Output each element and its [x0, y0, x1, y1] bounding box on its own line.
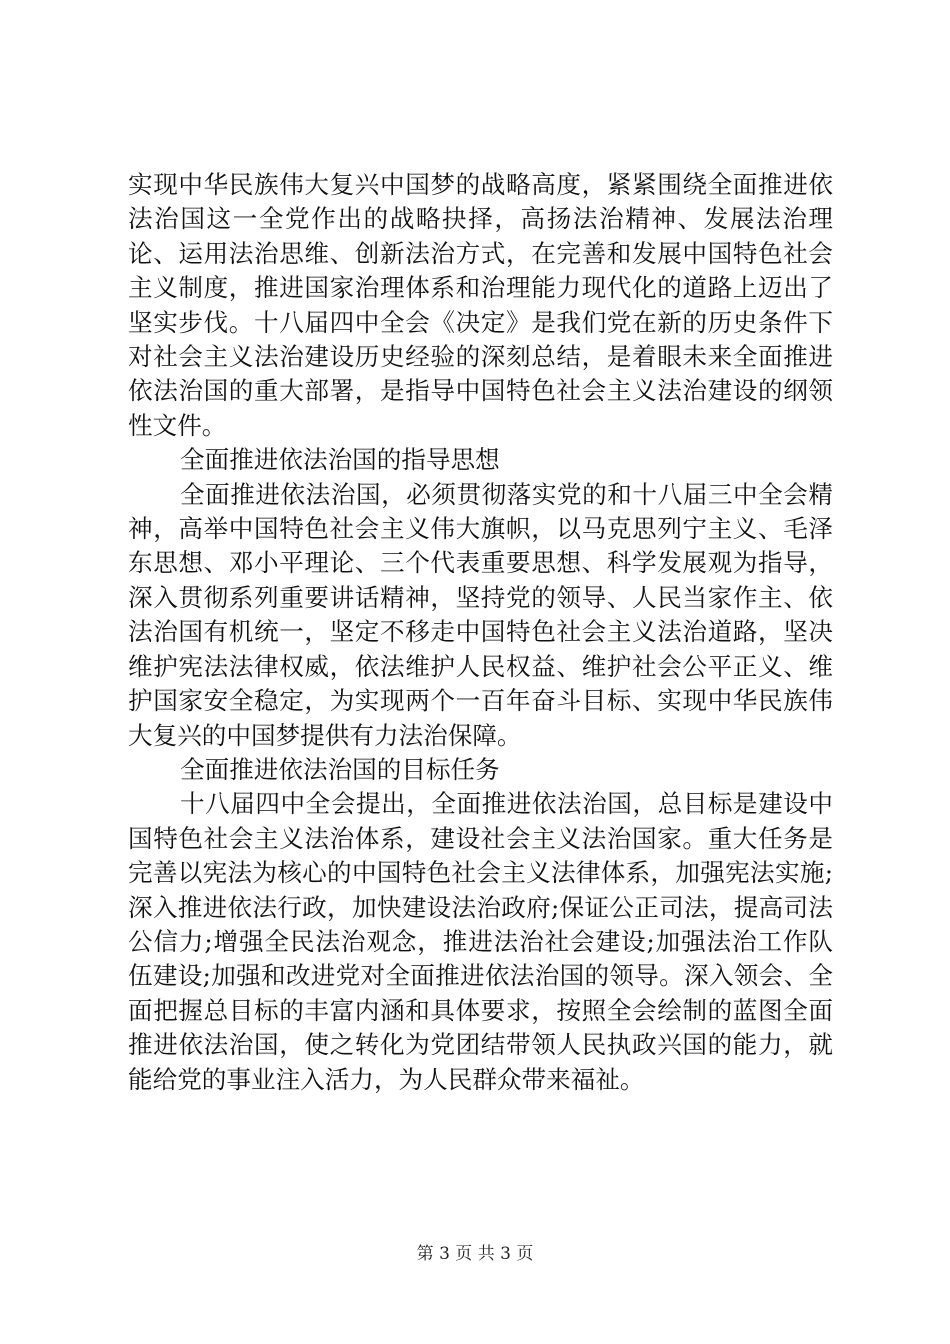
- section-heading-goals-tasks: 全面推进依法治国的目标任务: [180, 754, 500, 784]
- paragraph-intro-continuation: 实现中华民族伟大复兴中国梦的战略高度，紧紧围绕全面推进依法治国这一全党作出的战略抉择，高扬法治精神、发展法治理论、运用法治思维、创新法治方式，在完善和发展中国特色社会主义制度，推进国家治理体系和治理能力现代化的道路上迈出了坚实步伐。十八届四中全会《决定》是我们党在新的历史条件下对社会主义法治建设历史经验的深刻总结，是着眼未来全面推进依法治国的重大部署，是指导中国特色社会主义法治建设的纲领性文件。: [128, 170, 833, 440]
- paragraph-guiding-ideology: 全面推进依法治国，必须贯彻落实党的和十八届三中全会精神，高举中国特色社会主义伟大旗帜，以马克思列宁主义、毛泽东思想、邓小平理论、三个代表重要思想、科学发展观为指导，深入贯彻系列重要讲话精神，坚持党的领导、人民当家作主、依法治国有机统一，坚定不移走中国特色社会主义法治道路，坚决维护宪法法律权威，依法维护人民权益、维护社会公平正义、维护国家安全稳定，为实现两个一百年奋斗目标、实现中华民族伟大复兴的中国梦提供有力法治保障。: [128, 479, 833, 750]
- page-number-footer: 第 3 页 共 3 页: [416, 1244, 534, 1264]
- paragraph-goals-tasks: 十八届四中全会提出，全面推进依法治国，总目标是建设中国特色社会主义法治体系，建设社会主义法治国家。重大任务是完善以宪法为核心的中国特色社会主义法律体系，加强宪法实施;深入推进依法行政，加快建设法治政府;保证公正司法，提高司法公信力;增强全民法治观念，推进法治社会建设;加强法治工作队伍建设;加强和改进党对全面推进依法治国的领导。深入领会、全面把握总目标的丰富内涵和具体要求，按照全会绘制的蓝图全面推进依法治国，使之转化为党团结带领人民执政兴国的能力，就能给党的事业注入活力，为人民群众带来福祉。: [128, 789, 833, 1094]
- section-heading-guiding-ideology: 全面推进依法治国的指导思想: [180, 445, 500, 475]
- document-body: [128, 168, 833, 1097]
